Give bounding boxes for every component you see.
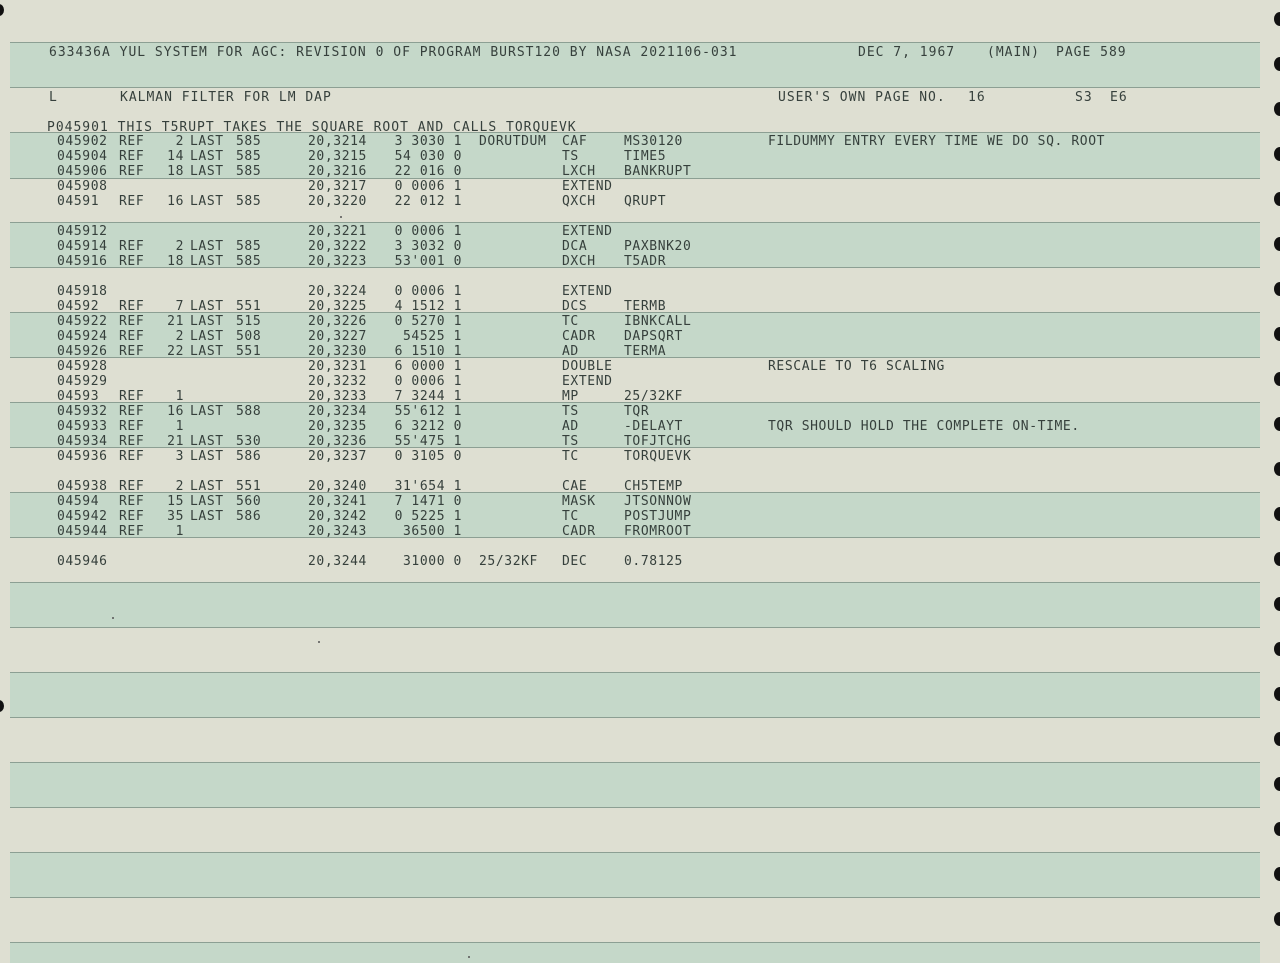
subheader-title: KALMAN FILTER FOR LM DAP	[120, 90, 332, 105]
row-last: LAST	[190, 434, 224, 449]
row-octal-code: 0 5270 1	[394, 314, 462, 329]
row-opcode: TS	[562, 434, 579, 449]
row-opcode: EXTEND	[562, 179, 613, 194]
row-opcode: CAF	[562, 134, 588, 149]
row-address: 20,3244	[308, 554, 367, 569]
row-location: 045908	[57, 179, 108, 194]
row-last: LAST	[190, 194, 224, 209]
row-octal-code: 6 3212 0	[394, 419, 462, 434]
row-operand: -DELAYT	[624, 419, 683, 434]
row-octal-code: 6 0000 1	[394, 359, 462, 374]
row-octal-code: 0 0006 1	[394, 374, 462, 389]
row-ref: REF	[119, 524, 145, 539]
row-opcode: EXTEND	[562, 374, 613, 389]
row-label: DORUTDUM	[479, 134, 547, 149]
row-last-number: 585	[236, 239, 262, 254]
feed-hole-icon	[1274, 192, 1280, 206]
row-last-number: 585	[236, 164, 262, 179]
feed-hole-icon	[1274, 372, 1280, 386]
row-last-number: 508	[236, 329, 262, 344]
row-octal-code: 0 5225 1	[394, 509, 462, 524]
row-ref: REF	[119, 434, 145, 449]
header-page-label: PAGE 589	[1056, 45, 1127, 60]
feed-hole-icon	[1274, 327, 1280, 341]
row-operand: JTSONNOW	[624, 494, 692, 509]
feed-hole-icon	[1274, 462, 1280, 476]
row-operand: CH5TEMP	[624, 479, 683, 494]
row-last: LAST	[190, 299, 224, 314]
row-last: LAST	[190, 314, 224, 329]
row-location: 045912	[57, 224, 108, 239]
row-address: 20,3241	[308, 494, 367, 509]
row-location: 045916	[57, 254, 108, 269]
row-opcode: DXCH	[562, 254, 596, 269]
paper-speck	[468, 956, 470, 958]
row-ref-number: 35	[167, 509, 184, 524]
row-operand: QRUPT	[624, 194, 667, 209]
row-last: LAST	[190, 344, 224, 359]
green-bar	[10, 942, 1260, 963]
row-location: 045902	[57, 134, 108, 149]
row-location: 045926	[57, 344, 108, 359]
rule-line	[10, 942, 1260, 943]
row-address: 20,3224	[308, 284, 367, 299]
row-address: 20,3215	[308, 149, 367, 164]
row-opcode: TS	[562, 149, 579, 164]
row-ref: REF	[119, 329, 145, 344]
row-ref-number: 21	[167, 314, 184, 329]
rule-line	[10, 582, 1260, 583]
row-ref-number: 1	[175, 389, 184, 404]
row-operand: TERMA	[624, 344, 667, 359]
row-address: 20,3242	[308, 509, 367, 524]
feed-hole-icon	[1274, 732, 1280, 746]
feed-hole-icon	[1274, 147, 1280, 161]
row-opcode: AD	[562, 419, 579, 434]
row-opcode: TC	[562, 509, 579, 524]
row-ref: REF	[119, 449, 145, 464]
row-location: 045942	[57, 509, 108, 524]
row-last-number: 585	[236, 134, 262, 149]
row-address: 20,3240	[308, 479, 367, 494]
row-ref-number: 3	[175, 449, 184, 464]
row-location: 045946	[57, 554, 108, 569]
rule-line	[10, 762, 1260, 763]
row-ref: REF	[119, 254, 145, 269]
row-octal-code: 7 1471 0	[394, 494, 462, 509]
row-last-number: 588	[236, 404, 262, 419]
row-octal-code: 0 0006 1	[394, 224, 462, 239]
row-opcode: MP	[562, 389, 579, 404]
row-octal-code: 0 0006 1	[394, 284, 462, 299]
row-operand: TOFJTCHG	[624, 434, 692, 449]
row-last-number: 551	[236, 344, 262, 359]
row-opcode: AD	[562, 344, 579, 359]
feed-hole-icon	[1274, 237, 1280, 251]
row-octal-code: 4 1512 1	[394, 299, 462, 314]
row-address: 20,3235	[308, 419, 367, 434]
row-octal-code: 53'001 0	[394, 254, 462, 269]
row-address: 20,3220	[308, 194, 367, 209]
row-location: 045938	[57, 479, 108, 494]
row-ref-number: 18	[167, 164, 184, 179]
row-operand: 0.78125	[624, 554, 683, 569]
row-opcode: DCA	[562, 239, 588, 254]
row-last: LAST	[190, 149, 224, 164]
row-ref: REF	[119, 164, 145, 179]
row-location: 045933	[57, 419, 108, 434]
row-last-number: 585	[236, 194, 262, 209]
header-date: DEC 7, 1967	[858, 45, 956, 60]
row-address: 20,3226	[308, 314, 367, 329]
row-location: 045944	[57, 524, 108, 539]
row-comment: RESCALE TO T6 SCALING	[768, 359, 945, 374]
rule-line	[10, 807, 1260, 808]
green-bar	[10, 852, 1260, 897]
row-opcode: EXTEND	[562, 284, 613, 299]
row-operand: POSTJUMP	[624, 509, 692, 524]
feed-hole-icon	[0, 700, 4, 712]
row-last: LAST	[190, 164, 224, 179]
row-ref-number: 22	[167, 344, 184, 359]
row-operand: DAPSQRT	[624, 329, 683, 344]
header-title: 633436A YUL SYSTEM FOR AGC: REVISION 0 OF PROGRAM BURST120 BY NASA 2021106-031	[49, 45, 738, 60]
row-location: 045924	[57, 329, 108, 344]
row-operand: FROMROOT	[624, 524, 692, 539]
rule-line	[10, 222, 1260, 223]
row-address: 20,3233	[308, 389, 367, 404]
feed-hole-icon	[1274, 552, 1280, 566]
rule-line	[10, 852, 1260, 853]
row-address: 20,3223	[308, 254, 367, 269]
row-opcode: MASK	[562, 494, 596, 509]
row-ref: REF	[119, 509, 145, 524]
row-location: 045922	[57, 314, 108, 329]
row-operand: TQR	[624, 404, 650, 419]
row-address: 20,3214	[308, 134, 367, 149]
row-label: 25/32KF	[479, 554, 538, 569]
row-address: 20,3236	[308, 434, 367, 449]
feed-hole-icon	[1274, 12, 1280, 26]
row-operand: BANKRUPT	[624, 164, 692, 179]
row-ref-number: 1	[175, 419, 184, 434]
row-operand: PAXBNK20	[624, 239, 692, 254]
row-ref: REF	[119, 314, 145, 329]
row-ref: REF	[119, 404, 145, 419]
row-location: 04591	[57, 194, 100, 209]
row-location: 045936	[57, 449, 108, 464]
row-last: LAST	[190, 479, 224, 494]
feed-hole-icon	[1274, 867, 1280, 881]
row-address: 20,3237	[308, 449, 367, 464]
users-page-label: USER'S OWN PAGE NO.	[778, 90, 946, 105]
feed-hole-icon	[1274, 777, 1280, 791]
row-last-number: 586	[236, 509, 262, 524]
row-address: 20,3221	[308, 224, 367, 239]
row-address: 20,3227	[308, 329, 367, 344]
rule-line	[10, 672, 1260, 673]
row-operand: IBNKCALL	[624, 314, 692, 329]
feed-hole-icon	[1274, 642, 1280, 656]
row-ref-number: 2	[175, 239, 184, 254]
row-opcode: TC	[562, 314, 579, 329]
row-octal-code: 55'475 1	[394, 434, 462, 449]
row-location: 045918	[57, 284, 108, 299]
row-ref-number: 1	[175, 524, 184, 539]
row-ref: REF	[119, 149, 145, 164]
row-ref-number: 21	[167, 434, 184, 449]
row-opcode: DOUBLE	[562, 359, 613, 374]
feed-hole-icon	[1274, 507, 1280, 521]
row-octal-code: 0 0006 1	[394, 179, 462, 194]
row-ref: REF	[119, 344, 145, 359]
row-location: 045906	[57, 164, 108, 179]
row-last: LAST	[190, 404, 224, 419]
green-bar	[10, 762, 1260, 807]
green-bar	[10, 582, 1260, 627]
row-location: 045929	[57, 374, 108, 389]
row-address: 20,3217	[308, 179, 367, 194]
row-last: LAST	[190, 449, 224, 464]
paper-speck	[340, 216, 342, 218]
feed-hole-icon	[1274, 282, 1280, 296]
feed-hole-icon	[1274, 912, 1280, 926]
row-location: 04593	[57, 389, 100, 404]
row-address: 20,3243	[308, 524, 367, 539]
row-ref: REF	[119, 479, 145, 494]
row-location: 045914	[57, 239, 108, 254]
row-last-number: 585	[236, 254, 262, 269]
row-last: LAST	[190, 509, 224, 524]
green-bar	[10, 672, 1260, 717]
row-opcode: LXCH	[562, 164, 596, 179]
row-last-number: 585	[236, 149, 262, 164]
row-address: 20,3230	[308, 344, 367, 359]
row-operand: TORQUEVK	[624, 449, 692, 464]
row-ref-number: 18	[167, 254, 184, 269]
row-octal-code: 6 1510 1	[394, 344, 462, 359]
row-location: 04594	[57, 494, 100, 509]
row-comment: TQR SHOULD HOLD THE COMPLETE ON-TIME.	[768, 419, 1080, 434]
subheader-type: L	[49, 90, 58, 105]
row-last: LAST	[190, 134, 224, 149]
page-code-2: E6	[1110, 90, 1128, 105]
comment-line: P045901 THIS T5RUPT TAKES THE SQUARE ROOT AND CALLS TORQUEVK	[47, 120, 577, 135]
row-ref-number: 15	[167, 494, 184, 509]
row-ref: REF	[119, 299, 145, 314]
row-opcode: DEC	[562, 554, 588, 569]
row-opcode: TC	[562, 449, 579, 464]
row-octal-code: 7 3244 1	[394, 389, 462, 404]
rule-line	[10, 897, 1260, 898]
row-last-number: 586	[236, 449, 262, 464]
row-location: 045934	[57, 434, 108, 449]
row-last-number: 515	[236, 314, 262, 329]
row-ref: REF	[119, 239, 145, 254]
row-operand: MS30120	[624, 134, 683, 149]
row-ref: REF	[119, 494, 145, 509]
row-opcode: QXCH	[562, 194, 596, 209]
row-ref: REF	[119, 419, 145, 434]
row-opcode: CAE	[562, 479, 588, 494]
feed-hole-icon	[1274, 417, 1280, 431]
row-ref-number: 7	[175, 299, 184, 314]
row-last-number: 560	[236, 494, 262, 509]
users-page-number: 16	[968, 90, 986, 105]
row-octal-code: 3 3030 1	[394, 134, 462, 149]
paper-speck	[318, 641, 320, 643]
row-operand: TIME5	[624, 149, 667, 164]
row-last: LAST	[190, 494, 224, 509]
row-opcode: EXTEND	[562, 224, 613, 239]
row-ref: REF	[119, 194, 145, 209]
row-location: 045904	[57, 149, 108, 164]
row-ref-number: 2	[175, 479, 184, 494]
row-octal-code: 36500 1	[403, 524, 462, 539]
row-ref-number: 14	[167, 149, 184, 164]
row-octal-code: 22 012 1	[394, 194, 462, 209]
feed-hole-icon	[1274, 822, 1280, 836]
feed-hole-icon	[1274, 597, 1280, 611]
row-operand: T5ADR	[624, 254, 667, 269]
row-ref: REF	[119, 134, 145, 149]
row-address: 20,3225	[308, 299, 367, 314]
row-opcode: CADR	[562, 329, 596, 344]
paper-speck	[112, 617, 114, 619]
row-last: LAST	[190, 239, 224, 254]
row-operand: TERMB	[624, 299, 667, 314]
row-octal-code: 3 3032 0	[394, 239, 462, 254]
row-ref-number: 2	[175, 134, 184, 149]
row-last: LAST	[190, 254, 224, 269]
page-code-1: S3	[1075, 90, 1093, 105]
row-opcode: TS	[562, 404, 579, 419]
row-ref-number: 16	[167, 404, 184, 419]
row-opcode: CADR	[562, 524, 596, 539]
feed-hole-icon	[1274, 102, 1280, 116]
header-main-label: (MAIN)	[987, 45, 1040, 60]
row-ref-number: 2	[175, 329, 184, 344]
row-address: 20,3231	[308, 359, 367, 374]
feed-hole-icon	[1274, 57, 1280, 71]
row-octal-code: 54 030 0	[394, 149, 462, 164]
row-octal-code: 55'612 1	[394, 404, 462, 419]
row-octal-code: 22 016 0	[394, 164, 462, 179]
feed-hole-icon	[0, 4, 4, 16]
row-last-number: 551	[236, 479, 262, 494]
row-address: 20,3232	[308, 374, 367, 389]
row-octal-code: 54525 1	[403, 329, 462, 344]
row-operand: 25/32KF	[624, 389, 683, 404]
row-location: 045932	[57, 404, 108, 419]
row-ref: REF	[119, 389, 145, 404]
row-comment: FILDUMMY ENTRY EVERY TIME WE DO SQ. ROOT	[768, 134, 1106, 149]
row-address: 20,3234	[308, 404, 367, 419]
row-location: 04592	[57, 299, 100, 314]
rule-line	[10, 627, 1260, 628]
feed-hole-icon	[1274, 687, 1280, 701]
row-address: 20,3222	[308, 239, 367, 254]
row-octal-code: 31'654 1	[394, 479, 462, 494]
row-octal-code: 31000 0	[403, 554, 462, 569]
row-last-number: 551	[236, 299, 262, 314]
row-address: 20,3216	[308, 164, 367, 179]
rule-line	[10, 87, 1260, 88]
row-opcode: DCS	[562, 299, 588, 314]
rule-line	[10, 42, 1260, 43]
row-ref-number: 16	[167, 194, 184, 209]
rule-line	[10, 717, 1260, 718]
row-octal-code: 0 3105 0	[394, 449, 462, 464]
row-last-number: 530	[236, 434, 262, 449]
row-last: LAST	[190, 329, 224, 344]
row-location: 045928	[57, 359, 108, 374]
